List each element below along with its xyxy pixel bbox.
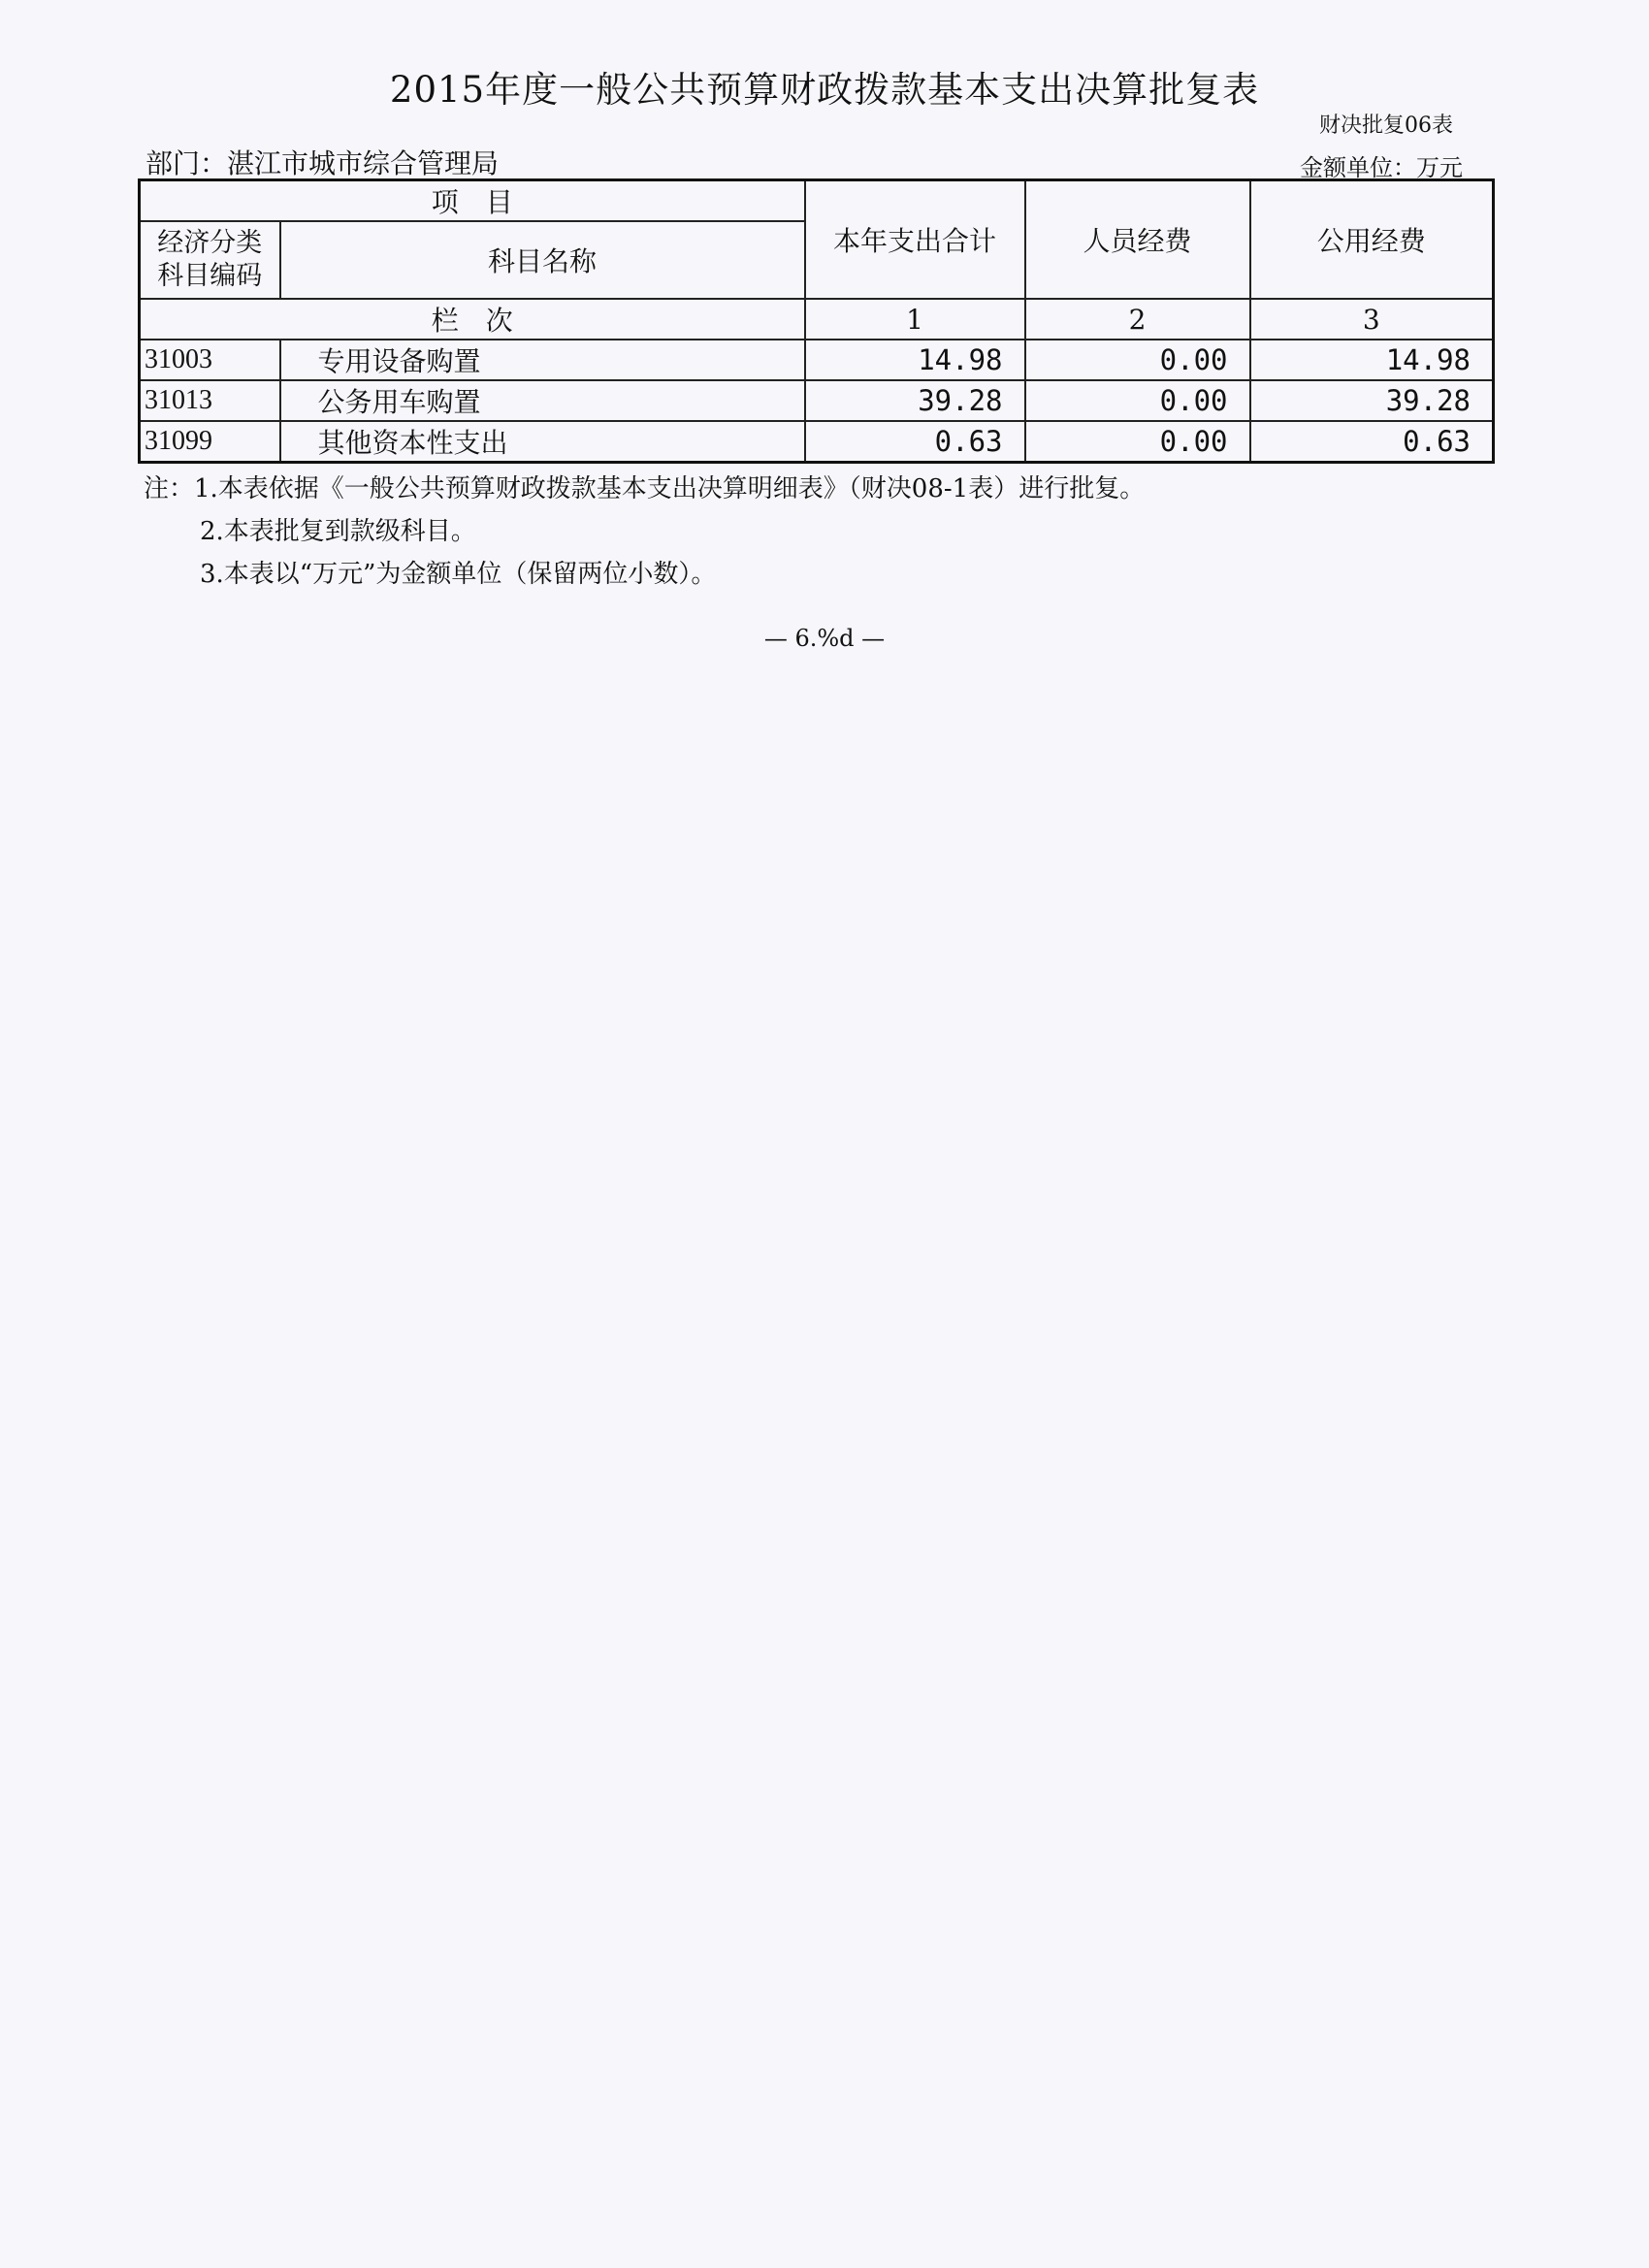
header-personnel: 人员经费: [1025, 180, 1250, 300]
page-number: — 6.%d —: [763, 625, 886, 652]
row-code: 31003: [140, 340, 280, 380]
header-public: 公用经费: [1250, 180, 1494, 300]
row-code: 31013: [140, 380, 280, 421]
unit-label: 金额单位：万元: [1300, 154, 1463, 181]
row-personnel: 0.00: [1025, 421, 1250, 463]
notes-block: [144, 468, 1145, 596]
note-line-1: 注：1.本表依据《一般公共预算财政拨款基本支出决算明细表》（财决08-1表）进行批复。: [144, 474, 1146, 503]
col-index-3: 3: [1250, 299, 1494, 340]
row-public: 39.28: [1250, 380, 1494, 421]
row-name: 其他资本性支出: [280, 421, 805, 463]
expenditure-table: [138, 178, 1495, 464]
header-item: 项 目: [140, 180, 805, 222]
row-public: 0.63: [1250, 421, 1494, 463]
row-name: 专用设备购置: [280, 340, 805, 380]
row-public: 14.98: [1250, 340, 1494, 380]
note-line-2: 2.本表批复到款级科目。: [200, 517, 476, 546]
row-total: 14.98: [805, 340, 1025, 380]
col-index-1: 1: [805, 299, 1025, 340]
header-code: [140, 221, 280, 299]
form-code: 财决批复06表: [1319, 113, 1453, 138]
col-index-2: 2: [1025, 299, 1250, 340]
document-title: 2015年度一般公共预算财政拨款基本支出决算批复表: [389, 69, 1260, 111]
row-total: 0.63: [805, 421, 1025, 463]
header-code-text: 经济分类 科目编码: [157, 228, 263, 291]
table-row: [140, 340, 1494, 380]
row-code: 31099: [140, 421, 280, 463]
row-name: 公务用车购置: [280, 380, 805, 421]
department-label: 部门：湛江市城市综合管理局: [146, 147, 500, 179]
header-name: 科目名称: [280, 221, 805, 299]
header-total: 本年支出合计: [805, 180, 1025, 300]
row-personnel: 0.00: [1025, 340, 1250, 380]
table-row: [140, 380, 1494, 421]
row-total: 39.28: [805, 380, 1025, 421]
table-header-row: [140, 180, 1494, 222]
table-row: [140, 421, 1494, 463]
note-line-3: 3.本表以“万元”为金额单位（保留两位小数）。: [200, 560, 717, 589]
row-index-label: 栏 次: [140, 299, 805, 340]
row-personnel: 0.00: [1025, 380, 1250, 421]
column-index-row: [140, 299, 1494, 340]
